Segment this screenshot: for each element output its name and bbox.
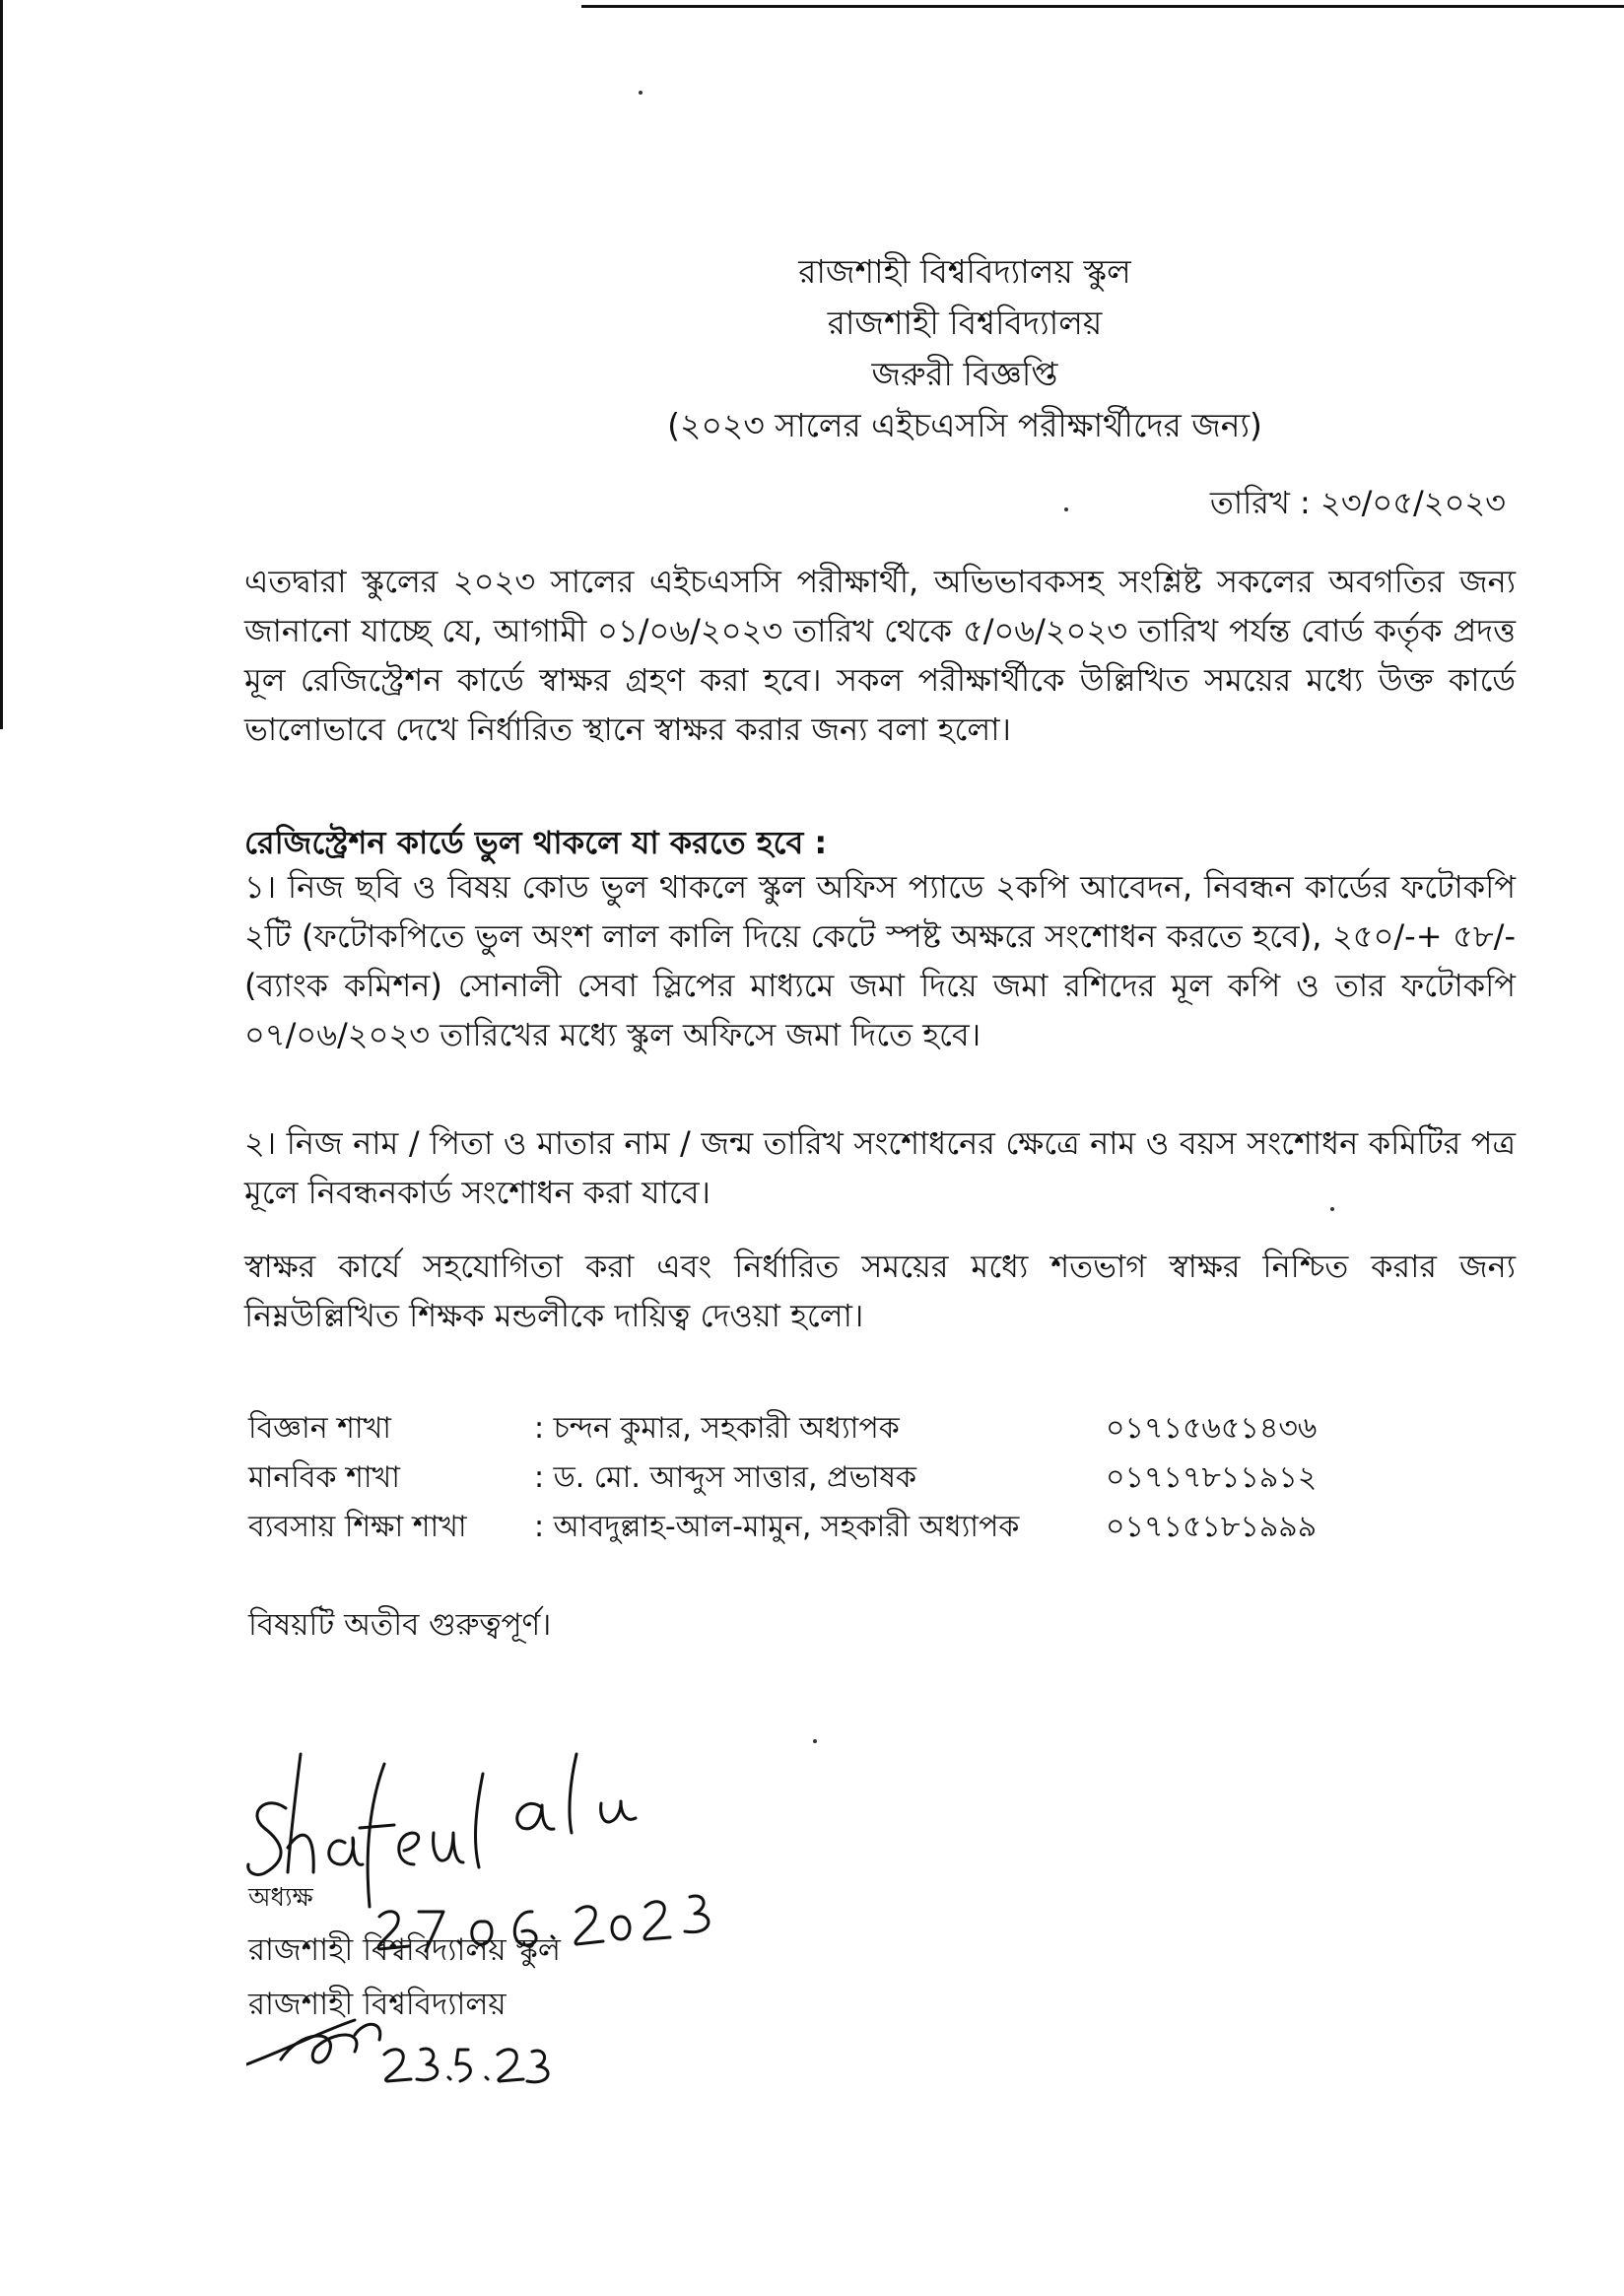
instruction-1: ১। নিজ ছবি ও বিষয় কোড ভুল থাকলে স্কুল অফিস প্যাডে ২কপি আবেদন, নিবন্ধন কার্ডের ফটোকপি ২টি (ফটোকপিতে ভুল অংশ লাল কালি দিয়ে কেটে স্পষ্ট অক্ষরে সংশোধন করতে হবে), ২৫০/-+ ৫৮/-(ব্যাংক কমিশন) সোনালী সেবা স্লিপের মাধ্যমে জমা দিয়ে জমা রশিদের মূল কপি ও তার ফটোকপি ০৭/০৬/২০২৩ তারিখের মধ্যে স্কুল অফিসে জমা দিতে হবে। bbox=[244, 868, 1516, 1053]
signatory-school: রাজশাহী বিশ্ববিদ্যালয় স্কুল bbox=[248, 1932, 561, 1968]
intro-paragraph: এতদ্বারা স্কুলের ২০২৩ সালের এইচএসসি পরীক্ষার্থী, অভিভাবকসহ সংশ্লিষ্ট সকলের অবগতির জন্য জানানো যাচ্ছে যে, আগামী ০১/০৬/২০২৩ তারিখ থেকে ৫/০৬/২০২৩ তারিখ পর্যন্ত বোর্ড কর্তৃক প্রদত্ত মূল রেজিস্ট্রেশন কার্ডে স্বাক্ষর গ্রহণ করা হবে। সকল পরীক্ষার্থীকে উল্লিখিত সময়ের মধ্যে উক্ত কার্ডে ভালোভাবে দেখে নির্ধারিত স্থানে স্বাক্ষর করার জন্য বলা হলো। bbox=[244, 563, 1516, 748]
signatory-title: অধ্যক্ষ bbox=[248, 1883, 313, 1913]
closing-line: বিষয়টি অতীব গুরুত্বপূর্ণ। bbox=[248, 1607, 552, 1643]
contact-phone: ০১৭১৭৮১১৯১২ bbox=[1106, 1460, 1318, 1495]
instruction-2: ২। নিজ নাম / পিতা ও মাতার নাম / জন্ম তারিখ সংশোধনের ক্ষেত্রে নাম ও বয়স সংশোধন কমিটির পত্র মূলে নিবন্ধনকার্ড সংশোধন করা যাবে। bbox=[244, 1124, 1516, 1211]
header-school-name: রাজশাহী বিশ্ববিদ্যালয় স্কুল bbox=[798, 252, 1131, 291]
notice-header bbox=[0, 246, 1624, 451]
contact-department: ব্যবসায় শিক্ষা শাখা bbox=[248, 1510, 467, 1544]
contact-name: : ড. মো. আব্দুস সাত্তার, প্রভাষক bbox=[534, 1460, 917, 1495]
scan-border-top bbox=[581, 5, 1624, 8]
notice-title: জরুরী বিজ্ঞপ্তি bbox=[871, 355, 1058, 393]
signatory-university: রাজশাহী বিশ্ববিদ্যালয় bbox=[248, 1987, 507, 2022]
contact-name: : চন্দন কুমার, সহকারী অধ্যাপক bbox=[534, 1411, 900, 1446]
notice-subtitle: (২০২৩ সালের এইচএসসি পরীক্ষার্থীদের জন্য) bbox=[667, 406, 1262, 444]
initial-date-drawing bbox=[379, 2030, 557, 2089]
contact-phone: ০১৭১৫১৮১৯৯৯ bbox=[1106, 1510, 1318, 1544]
header-university-name: রাজশাহী বিশ্ববিদ্যালয় bbox=[827, 304, 1103, 342]
contact-name: : আবদুল্লাহ-আল-মামুন, সহকারী অধ্যাপক bbox=[534, 1510, 1020, 1544]
scan-speck bbox=[1064, 507, 1068, 511]
contact-department: বিজ্ঞান শাখা bbox=[248, 1411, 391, 1446]
contact-department: মানবিক শাখা bbox=[248, 1460, 400, 1495]
notice-date: তারিখ : ২৩/০৫/২০২৩ bbox=[1209, 484, 1506, 521]
responsibility-paragraph: স্বাক্ষর কার্যে সহযোগিতা করা এবং নির্ধারিত সময়ের মধ্যে শতভাগ স্বাক্ষর নিশ্চিত করার জন্য নিম্নউল্লিখিত শিক্ষক মন্ডলীকে দায়িত্ব দেওয়া হলো। bbox=[244, 1248, 1516, 1334]
scan-speck bbox=[639, 91, 643, 95]
errors-heading: রেজিস্ট্রেশন কার্ডে ভুল থাকলে যা করতে হবে : bbox=[244, 824, 828, 861]
contact-phone: ০১৭১৫৬৫১৪৩৬ bbox=[1106, 1411, 1318, 1446]
